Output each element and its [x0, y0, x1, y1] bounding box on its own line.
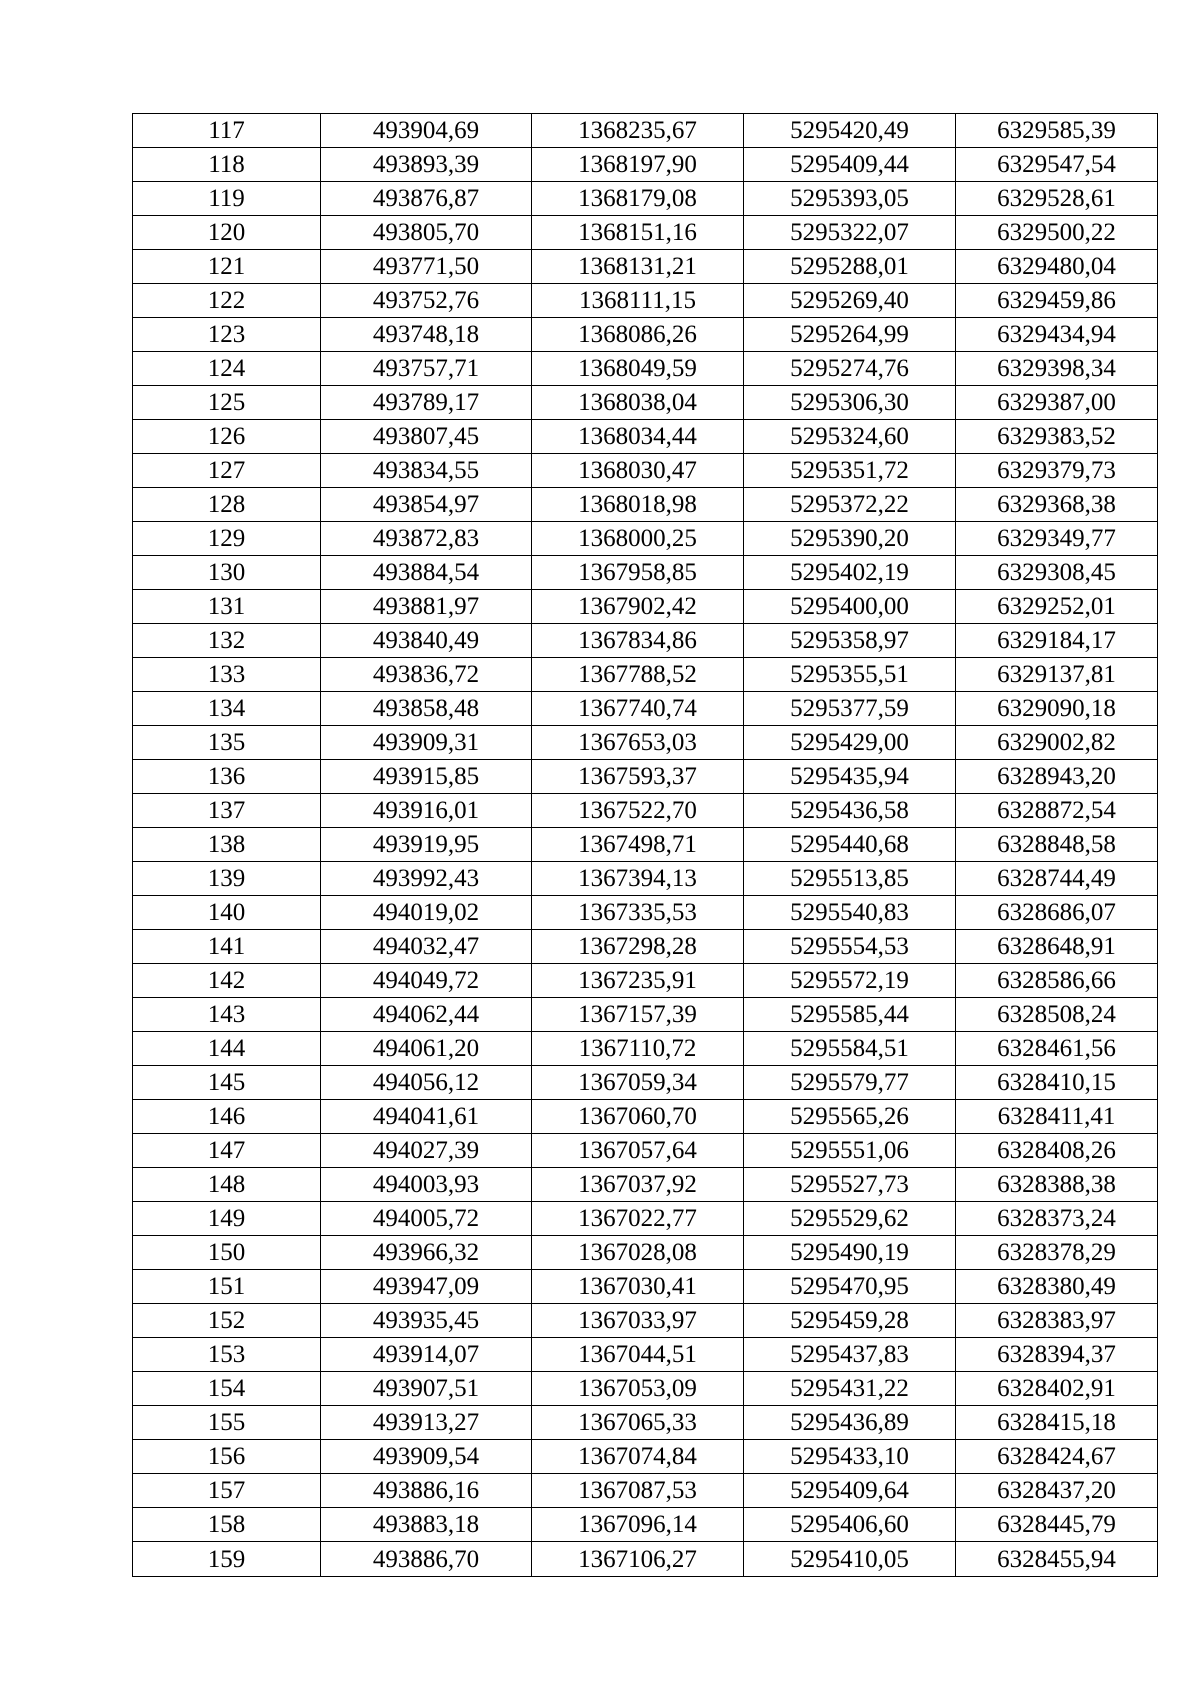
table-row — [133, 148, 1158, 182]
value-cell-2: 1368038,04 — [532, 386, 744, 420]
value-cell-3: 5295393,05 — [744, 182, 956, 216]
point-number-cell: 131 — [133, 590, 321, 624]
value-cell-1: 494062,44 — [321, 998, 532, 1032]
value-cell-1: 493834,55 — [321, 454, 532, 488]
value-cell-4: 6328508,24 — [956, 998, 1158, 1032]
table-row — [133, 590, 1158, 624]
value-cell-1: 493886,70 — [321, 1542, 532, 1577]
value-cell-1: 493876,87 — [321, 182, 532, 216]
value-cell-3: 5295513,85 — [744, 862, 956, 896]
value-cell-2: 1368018,98 — [532, 488, 744, 522]
value-cell-4: 6328408,26 — [956, 1134, 1158, 1168]
point-number-cell: 142 — [133, 964, 321, 998]
value-cell-3: 5295402,19 — [744, 556, 956, 590]
value-cell-1: 493840,49 — [321, 624, 532, 658]
table-row — [133, 454, 1158, 488]
value-cell-1: 493771,50 — [321, 250, 532, 284]
value-cell-1: 493904,69 — [321, 114, 532, 148]
value-cell-2: 1367834,86 — [532, 624, 744, 658]
table-row — [133, 318, 1158, 352]
table-row — [133, 658, 1158, 692]
value-cell-1: 493935,45 — [321, 1304, 532, 1338]
value-cell-4: 6329480,04 — [956, 250, 1158, 284]
value-cell-2: 1367022,77 — [532, 1202, 744, 1236]
value-cell-2: 1367053,09 — [532, 1372, 744, 1406]
value-cell-1: 494056,12 — [321, 1066, 532, 1100]
value-cell-2: 1367060,70 — [532, 1100, 744, 1134]
value-cell-3: 5295551,06 — [744, 1134, 956, 1168]
value-cell-2: 1367059,34 — [532, 1066, 744, 1100]
value-cell-1: 493883,18 — [321, 1508, 532, 1542]
value-cell-1: 494027,39 — [321, 1134, 532, 1168]
table-row — [133, 1304, 1158, 1338]
value-cell-2: 1368086,26 — [532, 318, 744, 352]
value-cell-3: 5295470,95 — [744, 1270, 956, 1304]
value-cell-2: 1368030,47 — [532, 454, 744, 488]
value-cell-1: 493858,48 — [321, 692, 532, 726]
value-cell-3: 5295372,22 — [744, 488, 956, 522]
value-cell-4: 6329383,52 — [956, 420, 1158, 454]
table-row — [133, 624, 1158, 658]
point-number-cell: 145 — [133, 1066, 321, 1100]
value-cell-2: 1367498,71 — [532, 828, 744, 862]
value-cell-2: 1368179,08 — [532, 182, 744, 216]
point-number-cell: 124 — [133, 352, 321, 386]
value-cell-2: 1367074,84 — [532, 1440, 744, 1474]
point-number-cell: 159 — [133, 1542, 321, 1577]
value-cell-3: 5295436,58 — [744, 794, 956, 828]
value-cell-2: 1367106,27 — [532, 1542, 744, 1577]
table-row — [133, 1168, 1158, 1202]
value-cell-1: 493757,71 — [321, 352, 532, 386]
table-row — [133, 216, 1158, 250]
point-number-cell: 149 — [133, 1202, 321, 1236]
value-cell-4: 6329184,17 — [956, 624, 1158, 658]
table-row — [133, 1270, 1158, 1304]
value-cell-4: 6328445,79 — [956, 1508, 1158, 1542]
value-cell-3: 5295584,51 — [744, 1032, 956, 1066]
table-row — [133, 862, 1158, 896]
value-cell-2: 1367740,74 — [532, 692, 744, 726]
value-cell-4: 6328461,56 — [956, 1032, 1158, 1066]
table-row — [133, 760, 1158, 794]
value-cell-2: 1367057,64 — [532, 1134, 744, 1168]
value-cell-3: 5295351,72 — [744, 454, 956, 488]
table-row — [133, 420, 1158, 454]
value-cell-4: 6328586,66 — [956, 964, 1158, 998]
value-cell-4: 6329090,18 — [956, 692, 1158, 726]
value-cell-1: 493919,95 — [321, 828, 532, 862]
value-cell-1: 493966,32 — [321, 1236, 532, 1270]
table-row — [133, 386, 1158, 420]
value-cell-3: 5295358,97 — [744, 624, 956, 658]
point-number-cell: 123 — [133, 318, 321, 352]
point-number-cell: 144 — [133, 1032, 321, 1066]
point-number-cell: 121 — [133, 250, 321, 284]
value-cell-2: 1368151,16 — [532, 216, 744, 250]
table-row — [133, 1372, 1158, 1406]
point-number-cell: 135 — [133, 726, 321, 760]
value-cell-1: 493807,45 — [321, 420, 532, 454]
value-cell-4: 6328872,54 — [956, 794, 1158, 828]
value-cell-3: 5295572,19 — [744, 964, 956, 998]
value-cell-2: 1368000,25 — [532, 522, 744, 556]
table-row — [133, 1202, 1158, 1236]
point-number-cell: 152 — [133, 1304, 321, 1338]
value-cell-3: 5295529,62 — [744, 1202, 956, 1236]
value-cell-3: 5295324,60 — [744, 420, 956, 454]
value-cell-3: 5295490,19 — [744, 1236, 956, 1270]
point-number-cell: 158 — [133, 1508, 321, 1542]
value-cell-2: 1367298,28 — [532, 930, 744, 964]
value-cell-2: 1367522,70 — [532, 794, 744, 828]
value-cell-1: 494061,20 — [321, 1032, 532, 1066]
value-cell-3: 5295306,30 — [744, 386, 956, 420]
value-cell-3: 5295409,64 — [744, 1474, 956, 1508]
point-number-cell: 156 — [133, 1440, 321, 1474]
value-cell-1: 493805,70 — [321, 216, 532, 250]
value-cell-4: 6329547,54 — [956, 148, 1158, 182]
value-cell-4: 6328415,18 — [956, 1406, 1158, 1440]
value-cell-1: 494041,61 — [321, 1100, 532, 1134]
value-cell-2: 1368111,15 — [532, 284, 744, 318]
point-number-cell: 134 — [133, 692, 321, 726]
value-cell-3: 5295431,22 — [744, 1372, 956, 1406]
point-number-cell: 136 — [133, 760, 321, 794]
table-row — [133, 1134, 1158, 1168]
value-cell-4: 6329308,45 — [956, 556, 1158, 590]
point-number-cell: 122 — [133, 284, 321, 318]
value-cell-4: 6328848,58 — [956, 828, 1158, 862]
value-cell-1: 493893,39 — [321, 148, 532, 182]
value-cell-1: 494005,72 — [321, 1202, 532, 1236]
value-cell-1: 493872,83 — [321, 522, 532, 556]
value-cell-3: 5295355,51 — [744, 658, 956, 692]
value-cell-3: 5295585,44 — [744, 998, 956, 1032]
value-cell-1: 493789,17 — [321, 386, 532, 420]
table-row — [133, 794, 1158, 828]
value-cell-3: 5295436,89 — [744, 1406, 956, 1440]
value-cell-4: 6329500,22 — [956, 216, 1158, 250]
value-cell-1: 493881,97 — [321, 590, 532, 624]
value-cell-4: 6328943,20 — [956, 760, 1158, 794]
value-cell-4: 6329137,81 — [956, 658, 1158, 692]
value-cell-4: 6329387,00 — [956, 386, 1158, 420]
value-cell-2: 1367096,14 — [532, 1508, 744, 1542]
table-row — [133, 1338, 1158, 1372]
table-row — [133, 1066, 1158, 1100]
value-cell-2: 1367902,42 — [532, 590, 744, 624]
point-number-cell: 157 — [133, 1474, 321, 1508]
value-cell-2: 1367028,08 — [532, 1236, 744, 1270]
table-row — [133, 998, 1158, 1032]
value-cell-1: 493914,07 — [321, 1338, 532, 1372]
point-number-cell: 143 — [133, 998, 321, 1032]
point-number-cell: 126 — [133, 420, 321, 454]
value-cell-1: 493907,51 — [321, 1372, 532, 1406]
value-cell-2: 1367394,13 — [532, 862, 744, 896]
value-cell-2: 1367037,92 — [532, 1168, 744, 1202]
value-cell-3: 5295406,60 — [744, 1508, 956, 1542]
value-cell-4: 6329002,82 — [956, 726, 1158, 760]
point-number-cell: 128 — [133, 488, 321, 522]
value-cell-1: 493836,72 — [321, 658, 532, 692]
value-cell-4: 6329252,01 — [956, 590, 1158, 624]
table-row — [133, 488, 1158, 522]
point-number-cell: 139 — [133, 862, 321, 896]
point-number-cell: 148 — [133, 1168, 321, 1202]
value-cell-4: 6329368,38 — [956, 488, 1158, 522]
value-cell-3: 5295437,83 — [744, 1338, 956, 1372]
value-cell-4: 6328383,97 — [956, 1304, 1158, 1338]
value-cell-2: 1367235,91 — [532, 964, 744, 998]
value-cell-3: 5295527,73 — [744, 1168, 956, 1202]
value-cell-3: 5295288,01 — [744, 250, 956, 284]
table-row — [133, 284, 1158, 318]
point-number-cell: 133 — [133, 658, 321, 692]
value-cell-4: 6328410,15 — [956, 1066, 1158, 1100]
value-cell-4: 6329459,86 — [956, 284, 1158, 318]
value-cell-4: 6328373,24 — [956, 1202, 1158, 1236]
point-number-cell: 119 — [133, 182, 321, 216]
value-cell-3: 5295377,59 — [744, 692, 956, 726]
value-cell-1: 493886,16 — [321, 1474, 532, 1508]
value-cell-2: 1367065,33 — [532, 1406, 744, 1440]
value-cell-2: 1367157,39 — [532, 998, 744, 1032]
value-cell-4: 6328380,49 — [956, 1270, 1158, 1304]
value-cell-1: 493915,85 — [321, 760, 532, 794]
coordinates-table-body — [133, 114, 1158, 1577]
value-cell-1: 493947,09 — [321, 1270, 532, 1304]
value-cell-4: 6328388,38 — [956, 1168, 1158, 1202]
table-row — [133, 1440, 1158, 1474]
point-number-cell: 117 — [133, 114, 321, 148]
value-cell-3: 5295410,05 — [744, 1542, 956, 1577]
table-row — [133, 1542, 1158, 1577]
table-row — [133, 930, 1158, 964]
value-cell-4: 6329379,73 — [956, 454, 1158, 488]
value-cell-1: 493752,76 — [321, 284, 532, 318]
value-cell-3: 5295440,68 — [744, 828, 956, 862]
value-cell-4: 6329398,34 — [956, 352, 1158, 386]
value-cell-3: 5295269,40 — [744, 284, 956, 318]
value-cell-4: 6328686,07 — [956, 896, 1158, 930]
value-cell-4: 6328744,49 — [956, 862, 1158, 896]
value-cell-3: 5295435,94 — [744, 760, 956, 794]
value-cell-3: 5295459,28 — [744, 1304, 956, 1338]
table-row — [133, 1236, 1158, 1270]
point-number-cell: 150 — [133, 1236, 321, 1270]
value-cell-4: 6328648,91 — [956, 930, 1158, 964]
coordinates-table — [132, 113, 1158, 1577]
value-cell-3: 5295579,77 — [744, 1066, 956, 1100]
value-cell-4: 6328411,41 — [956, 1100, 1158, 1134]
value-cell-2: 1368049,59 — [532, 352, 744, 386]
value-cell-4: 6328437,20 — [956, 1474, 1158, 1508]
value-cell-2: 1367030,41 — [532, 1270, 744, 1304]
point-number-cell: 132 — [133, 624, 321, 658]
value-cell-3: 5295390,20 — [744, 522, 956, 556]
value-cell-3: 5295420,49 — [744, 114, 956, 148]
value-cell-2: 1367110,72 — [532, 1032, 744, 1066]
value-cell-3: 5295565,26 — [744, 1100, 956, 1134]
value-cell-2: 1368235,67 — [532, 114, 744, 148]
value-cell-2: 1368034,44 — [532, 420, 744, 454]
table-row — [133, 250, 1158, 284]
table-row — [133, 1508, 1158, 1542]
value-cell-2: 1367044,51 — [532, 1338, 744, 1372]
value-cell-1: 493748,18 — [321, 318, 532, 352]
value-cell-4: 6329528,61 — [956, 182, 1158, 216]
value-cell-2: 1367958,85 — [532, 556, 744, 590]
value-cell-1: 494049,72 — [321, 964, 532, 998]
point-number-cell: 127 — [133, 454, 321, 488]
value-cell-4: 6329585,39 — [956, 114, 1158, 148]
value-cell-1: 493909,54 — [321, 1440, 532, 1474]
table-row — [133, 182, 1158, 216]
table-row — [133, 352, 1158, 386]
point-number-cell: 153 — [133, 1338, 321, 1372]
value-cell-3: 5295429,00 — [744, 726, 956, 760]
value-cell-1: 493916,01 — [321, 794, 532, 828]
value-cell-4: 6329434,94 — [956, 318, 1158, 352]
value-cell-4: 6328394,37 — [956, 1338, 1158, 1372]
value-cell-3: 5295409,44 — [744, 148, 956, 182]
value-cell-3: 5295540,83 — [744, 896, 956, 930]
value-cell-4: 6328455,94 — [956, 1542, 1158, 1577]
table-row — [133, 522, 1158, 556]
value-cell-3: 5295264,99 — [744, 318, 956, 352]
value-cell-4: 6328424,67 — [956, 1440, 1158, 1474]
table-row — [133, 692, 1158, 726]
value-cell-1: 494003,93 — [321, 1168, 532, 1202]
point-number-cell: 154 — [133, 1372, 321, 1406]
table-row — [133, 1406, 1158, 1440]
table-row — [133, 828, 1158, 862]
point-number-cell: 155 — [133, 1406, 321, 1440]
point-number-cell: 140 — [133, 896, 321, 930]
value-cell-3: 5295322,07 — [744, 216, 956, 250]
table-row — [133, 556, 1158, 590]
point-number-cell: 141 — [133, 930, 321, 964]
value-cell-3: 5295400,00 — [744, 590, 956, 624]
point-number-cell: 125 — [133, 386, 321, 420]
table-row — [133, 114, 1158, 148]
value-cell-1: 494032,47 — [321, 930, 532, 964]
value-cell-3: 5295554,53 — [744, 930, 956, 964]
point-number-cell: 120 — [133, 216, 321, 250]
value-cell-2: 1368131,21 — [532, 250, 744, 284]
table-row — [133, 964, 1158, 998]
value-cell-1: 493854,97 — [321, 488, 532, 522]
point-number-cell: 130 — [133, 556, 321, 590]
value-cell-2: 1367653,03 — [532, 726, 744, 760]
value-cell-3: 5295433,10 — [744, 1440, 956, 1474]
point-number-cell: 137 — [133, 794, 321, 828]
value-cell-1: 494019,02 — [321, 896, 532, 930]
value-cell-1: 493884,54 — [321, 556, 532, 590]
table-row — [133, 1032, 1158, 1066]
value-cell-3: 5295274,76 — [744, 352, 956, 386]
point-number-cell: 118 — [133, 148, 321, 182]
table-row — [133, 726, 1158, 760]
value-cell-2: 1367335,53 — [532, 896, 744, 930]
value-cell-1: 493913,27 — [321, 1406, 532, 1440]
value-cell-2: 1368197,90 — [532, 148, 744, 182]
point-number-cell: 138 — [133, 828, 321, 862]
value-cell-4: 6329349,77 — [956, 522, 1158, 556]
value-cell-1: 493992,43 — [321, 862, 532, 896]
value-cell-2: 1367087,53 — [532, 1474, 744, 1508]
value-cell-4: 6328378,29 — [956, 1236, 1158, 1270]
value-cell-2: 1367033,97 — [532, 1304, 744, 1338]
point-number-cell: 147 — [133, 1134, 321, 1168]
table-row — [133, 1100, 1158, 1134]
table-row — [133, 896, 1158, 930]
table-row — [133, 1474, 1158, 1508]
value-cell-1: 493909,31 — [321, 726, 532, 760]
value-cell-2: 1367788,52 — [532, 658, 744, 692]
point-number-cell: 151 — [133, 1270, 321, 1304]
value-cell-4: 6328402,91 — [956, 1372, 1158, 1406]
value-cell-2: 1367593,37 — [532, 760, 744, 794]
point-number-cell: 146 — [133, 1100, 321, 1134]
point-number-cell: 129 — [133, 522, 321, 556]
